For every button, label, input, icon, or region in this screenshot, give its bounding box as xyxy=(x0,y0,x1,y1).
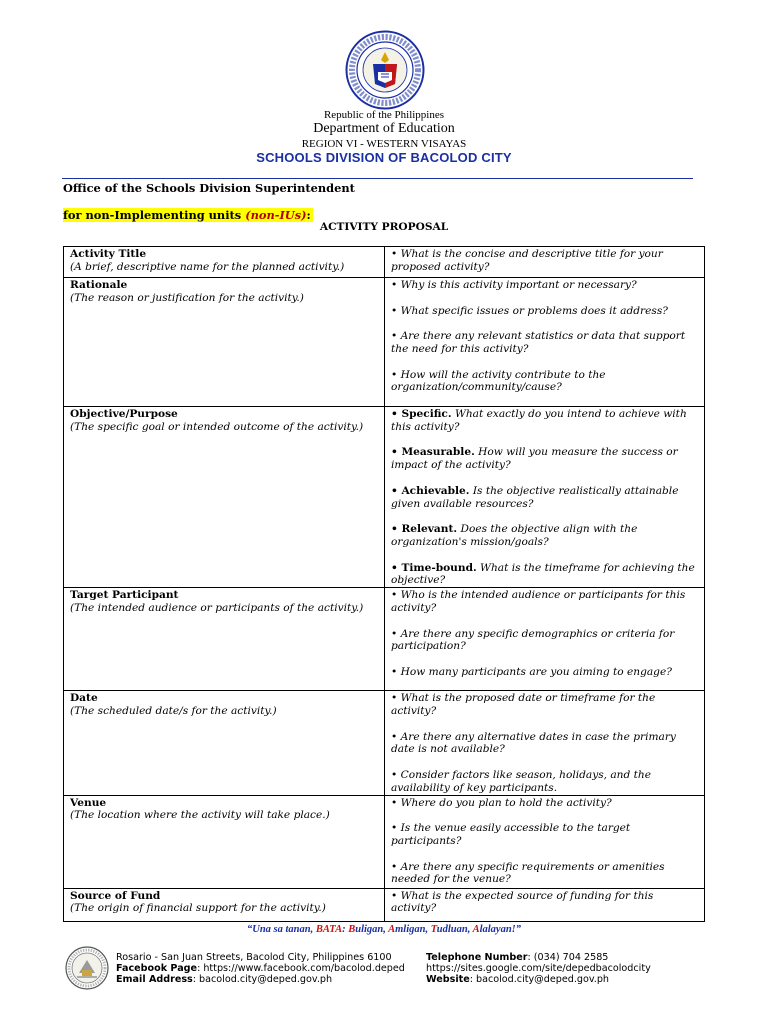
row-title: Activity Title xyxy=(70,248,147,260)
footer-contact-right xyxy=(426,952,651,985)
motto-a2: A xyxy=(472,924,480,935)
motto-udluan: udluan, xyxy=(436,924,473,935)
guide-question xyxy=(391,562,698,588)
guide-question xyxy=(391,666,698,679)
phone-label: Telephone Number xyxy=(426,952,528,963)
question-text: • Are there any specific demographics or criteria for participation? xyxy=(391,627,675,653)
question-text: Does the objective align with the organization's mission/goals? xyxy=(391,523,638,548)
question-text: • How many participants are you aiming to engage? xyxy=(391,665,672,678)
guide-question xyxy=(391,485,698,511)
row-label-cell xyxy=(64,247,385,278)
row-title: Rationale xyxy=(70,279,128,291)
row-label-cell xyxy=(64,888,385,921)
footer-facebook xyxy=(116,963,405,974)
question-text: • What is the concise and descriptive title for your proposed activity? xyxy=(391,248,663,273)
question-text: • Is the venue easily accessible to the target participants? xyxy=(391,822,631,847)
email-link[interactable]: : bacolod.city@deped.gov.ph xyxy=(192,974,333,985)
table-row xyxy=(64,888,705,921)
deped-seal-logo xyxy=(345,30,425,110)
email-label: Email Address xyxy=(116,974,193,985)
question-text: • What specific issues or problems does it address? xyxy=(391,304,668,317)
question-text: • Consider factors like season, holidays, and the availability of key participants. xyxy=(391,768,651,794)
department-line: Department of Education xyxy=(313,121,455,136)
website-link[interactable]: : bacolod.city@deped.gov.ph xyxy=(469,974,609,985)
guide-question xyxy=(391,279,698,292)
question-text: • Who is the intended audience or participants for this activity? xyxy=(391,589,686,614)
row-description: (The scheduled date/s for the activity.) xyxy=(70,704,277,717)
footer-address: Rosario - San Juan Streets, Bacolod City, Philippines 6100 xyxy=(116,952,392,963)
division-motto xyxy=(0,924,768,935)
activity-proposal-table xyxy=(63,246,705,922)
footer-website xyxy=(426,974,651,985)
footer-contact-left xyxy=(116,952,405,985)
table-row xyxy=(64,247,705,278)
row-questions-cell xyxy=(385,888,705,921)
table-row xyxy=(64,407,705,588)
guide-question xyxy=(391,305,698,318)
guide-question xyxy=(391,248,698,274)
table-row xyxy=(64,795,705,888)
question-text: • Are there any specific requirements or amenities needed for the venue? xyxy=(391,860,665,886)
row-questions-cell xyxy=(385,407,705,588)
question-text: • Where do you plan to hold the activity? xyxy=(391,796,612,809)
non-iu-prefix: for non-Implementing units xyxy=(63,208,246,222)
question-text: What is the timeframe for achieving the objective? xyxy=(391,561,695,587)
criterion-label: • Time-bound. xyxy=(391,561,477,574)
row-questions-cell xyxy=(385,691,705,795)
non-iu-suffix: : xyxy=(306,208,311,222)
office-heading: Office of the Schools Division Superintendent xyxy=(63,181,355,195)
row-title: Objective/Purpose xyxy=(70,408,178,420)
footer-site[interactable]: https://sites.google.com/site/depedbacolodcity xyxy=(426,963,651,974)
guide-question xyxy=(391,797,698,810)
guide-question xyxy=(391,890,698,916)
motto-uligan: uligan, xyxy=(355,924,389,935)
criterion-label: • Measurable. xyxy=(391,446,475,459)
row-label-cell xyxy=(64,278,385,407)
guide-question xyxy=(391,589,698,615)
motto-a: A xyxy=(388,924,396,935)
row-label-cell xyxy=(64,407,385,588)
row-description: (The intended audience or participants of the activity.) xyxy=(70,601,364,614)
question-text: What exactly do you intend to achieve with this activity? xyxy=(391,408,687,433)
guide-question xyxy=(391,330,698,356)
row-description: (The location where the activity will take place.) xyxy=(70,809,330,822)
division-title: SCHOOLS DIVISION OF BACOLOD CITY xyxy=(256,150,512,165)
non-implementing-units-label xyxy=(63,208,313,222)
motto-open: “Una sa tanan, xyxy=(246,924,316,935)
facebook-link[interactable]: : https://www.facebook.com/bacolod.deped xyxy=(197,963,405,974)
header-divider xyxy=(62,178,693,179)
row-title: Date xyxy=(70,692,98,705)
guide-question xyxy=(391,822,698,848)
non-iu-italic: (non-IUs) xyxy=(245,208,307,222)
row-description: (The reason or justification for the activity.) xyxy=(70,291,304,304)
table-row xyxy=(64,278,705,407)
question-text: How will you measure the success or impact of the activity? xyxy=(391,446,678,472)
region-line: REGION VI - WESTERN VISAYAS xyxy=(301,138,467,150)
question-text: • What is the proposed date or timeframe for the activity? xyxy=(391,692,656,717)
guide-question xyxy=(391,369,698,395)
division-logo xyxy=(65,946,109,990)
row-description: (The specific goal or intended outcome of the activity.) xyxy=(70,420,364,433)
motto-b: B xyxy=(348,924,356,935)
guide-question xyxy=(391,408,698,434)
row-title: Target Participant xyxy=(70,589,179,602)
criterion-label: • Specific. xyxy=(391,408,452,420)
criterion-label: • Achievable. xyxy=(391,484,470,497)
document-title: ACTIVITY PROPOSAL xyxy=(319,221,449,233)
republic-line: Republic of the Philippines xyxy=(323,109,445,121)
row-title: Source of Fund xyxy=(70,889,161,902)
guide-question xyxy=(391,628,698,654)
guide-question xyxy=(391,731,698,757)
motto-t: T xyxy=(430,924,437,935)
motto-colon: : xyxy=(342,924,349,935)
row-description: (A brief, descriptive name for the planned activity.) xyxy=(70,260,345,273)
guide-question xyxy=(391,692,698,718)
row-label-cell xyxy=(64,795,385,888)
question-text: • Are there any alternative dates in case the primary date is not available? xyxy=(391,730,676,756)
question-text: • What is the expected source of funding for this activity? xyxy=(391,889,654,915)
guide-question xyxy=(391,523,698,549)
table-row xyxy=(64,588,705,691)
facebook-label: Facebook Page xyxy=(116,963,198,974)
motto-bata: BATA xyxy=(315,924,343,935)
row-label-cell xyxy=(64,588,385,691)
table-row xyxy=(64,691,705,795)
guide-question xyxy=(391,861,698,887)
question-text: Is the objective realistically attainable given available resources? xyxy=(391,484,679,510)
row-description: (The origin of financial support for the activity.) xyxy=(70,902,326,915)
footer-email xyxy=(116,974,405,985)
motto-mligan: mligan, xyxy=(395,924,431,935)
row-label-cell xyxy=(64,691,385,795)
row-questions-cell xyxy=(385,247,705,278)
question-text: • Why is this activity important or necessary? xyxy=(391,279,637,291)
question-text: • How will the activity contribute to the organization/community/cause? xyxy=(391,368,606,394)
footer-phone xyxy=(426,952,651,963)
row-title: Venue xyxy=(70,796,107,809)
question-text: • Are there any relevant statistics or data that support the need for this activity? xyxy=(391,330,686,355)
row-questions-cell xyxy=(385,278,705,407)
row-questions-cell xyxy=(385,588,705,691)
guide-question xyxy=(391,446,698,472)
website-label: Website xyxy=(426,974,470,985)
row-questions-cell xyxy=(385,795,705,888)
motto-lalayan: lalayan!” xyxy=(479,924,521,935)
phone-value: : (034) 704 2585 xyxy=(527,952,609,963)
criterion-label: • Relevant. xyxy=(391,523,458,536)
guide-question xyxy=(391,769,698,795)
